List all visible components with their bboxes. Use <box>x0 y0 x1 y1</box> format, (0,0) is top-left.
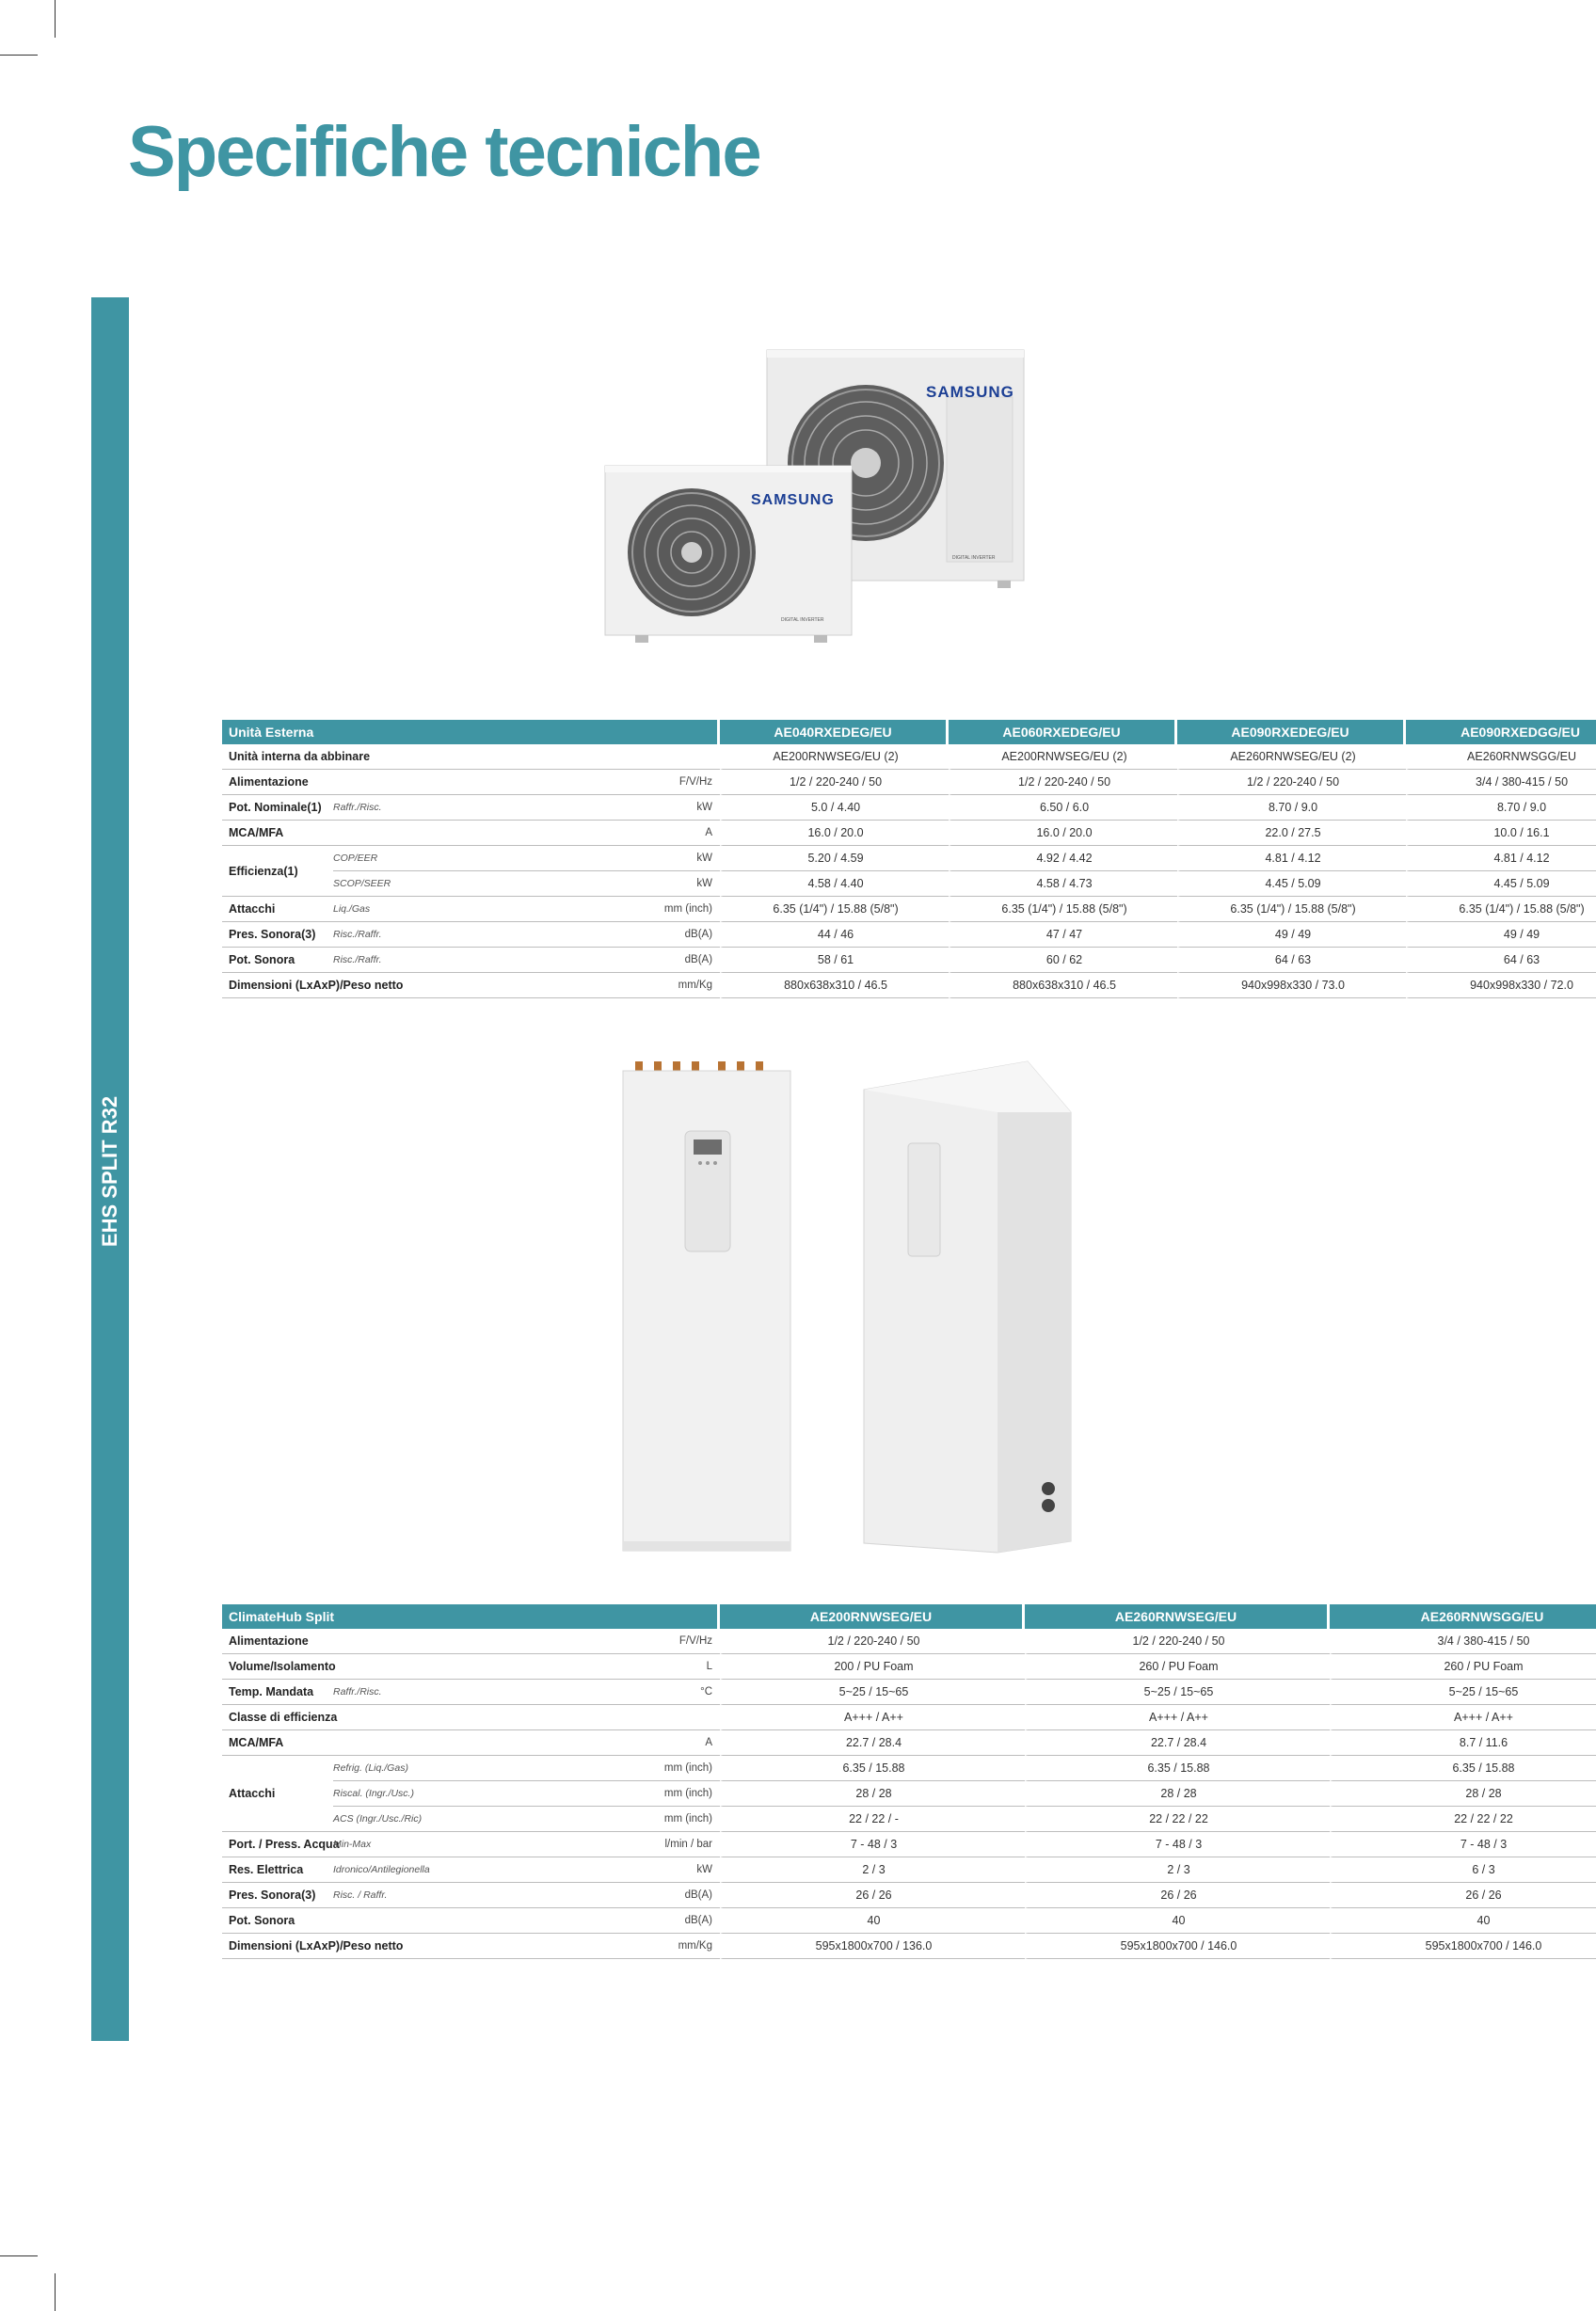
table-cell: 940x998x330 / 72.0 <box>1406 973 1596 998</box>
outdoor-table-title: Unità Esterna <box>222 720 720 744</box>
row-unit: mm (inch) <box>437 1756 720 1781</box>
row-unit: L <box>437 1654 720 1680</box>
table-cell: 4.92 / 4.42 <box>949 846 1177 871</box>
row-sublabel: COP/EER <box>333 846 437 871</box>
row-label: Pres. Sonora(3) <box>222 922 333 948</box>
model-header: AE060RXEDEG/EU <box>949 720 1177 744</box>
outdoor-spec-table <box>222 720 1596 998</box>
table-cell: 22.0 / 27.5 <box>1177 821 1406 846</box>
model-header: AE090RXEDGG/EU <box>1406 720 1596 744</box>
table-cell: 22 / 22 / 22 <box>1330 1807 1596 1832</box>
table-cell: 7 - 48 / 3 <box>720 1832 1025 1857</box>
inverter-tag-front: DIGITAL INVERTER <box>781 617 824 623</box>
table-cell: 40 <box>1025 1908 1330 1934</box>
row-sublabel <box>333 1730 437 1756</box>
table-cell: 8.70 / 9.0 <box>1177 795 1406 821</box>
row-unit: kW <box>437 795 720 821</box>
row-label: Pot. Sonora <box>222 1908 333 1934</box>
table-cell: 64 / 63 <box>1177 948 1406 973</box>
indoor-unit-angled <box>864 1061 1071 1553</box>
row-sublabel: Refrig. (Liq./Gas) <box>333 1756 437 1781</box>
table-cell: 6.35 / 15.88 <box>1025 1756 1330 1781</box>
outdoor-units-image <box>583 339 1045 659</box>
table-cell: 16.0 / 20.0 <box>720 821 949 846</box>
row-label: Attacchi <box>222 897 333 922</box>
table-cell: 10.0 / 16.1 <box>1406 821 1596 846</box>
row-label: Unità interna da abbinare <box>222 744 333 770</box>
table-cell: 49 / 49 <box>1177 922 1406 948</box>
table-cell: 4.58 / 4.73 <box>949 871 1177 897</box>
row-sublabel: Raffr./Risc. <box>333 1680 437 1705</box>
indoor-units-image <box>602 1044 1082 1562</box>
row-unit: dB(A) <box>437 948 720 973</box>
row-unit: kW <box>437 1857 720 1883</box>
table-cell: 26 / 26 <box>720 1883 1025 1908</box>
table-row <box>222 1654 1596 1680</box>
row-sublabel <box>333 821 437 846</box>
table-row <box>222 821 1596 846</box>
row-unit: mm/Kg <box>437 973 720 998</box>
table-cell: 200 / PU Foam <box>720 1654 1025 1680</box>
table-cell: 5~25 / 15~65 <box>1330 1680 1596 1705</box>
table-cell: 260 / PU Foam <box>1025 1654 1330 1680</box>
row-sublabel: Riscal. (Ingr./Usc.) <box>333 1781 437 1807</box>
row-unit: dB(A) <box>437 1883 720 1908</box>
row-label: Classe di efficienza <box>222 1705 333 1730</box>
table-row <box>222 1832 1596 1857</box>
crop-mark <box>55 0 56 38</box>
table-cell: AE200RNWSEG/EU (2) <box>949 744 1177 770</box>
model-header: AE260RNWSGG/EU <box>1330 1604 1596 1629</box>
table-cell: A+++ / A++ <box>1330 1705 1596 1730</box>
table-row <box>222 1705 1596 1730</box>
row-label: Pres. Sonora(3) <box>222 1883 333 1908</box>
table-cell: 64 / 63 <box>1406 948 1596 973</box>
table-row <box>222 973 1596 998</box>
row-unit: dB(A) <box>437 922 720 948</box>
table-cell: AE260RNWSGG/EU <box>1406 744 1596 770</box>
table-cell: 1/2 / 220-240 / 50 <box>1177 770 1406 795</box>
row-sublabel <box>333 1705 437 1730</box>
page-title: Specifiche tecniche <box>128 112 760 192</box>
crop-mark <box>55 2273 56 2311</box>
table-cell: 16.0 / 20.0 <box>949 821 1177 846</box>
table-cell: 28 / 28 <box>1025 1781 1330 1807</box>
table-cell: 1/2 / 220-240 / 50 <box>720 1629 1025 1654</box>
table-row <box>222 871 1596 897</box>
table-cell: 880x638x310 / 46.5 <box>720 973 949 998</box>
table-cell: 40 <box>1330 1908 1596 1934</box>
table-row <box>222 897 1596 922</box>
table-cell: 22 / 22 / - <box>720 1807 1025 1832</box>
table-cell: 6 / 3 <box>1330 1857 1596 1883</box>
indoor-spec-table <box>222 1604 1596 1959</box>
row-unit: °C <box>437 1680 720 1705</box>
table-cell: 22.7 / 28.4 <box>1025 1730 1330 1756</box>
model-header: AE040RXEDEG/EU <box>720 720 949 744</box>
table-cell: 47 / 47 <box>949 922 1177 948</box>
row-unit: mm (inch) <box>437 1807 720 1832</box>
table-row <box>222 1883 1596 1908</box>
table-cell: 4.45 / 5.09 <box>1406 871 1596 897</box>
model-header: AE260RNWSEG/EU <box>1025 1604 1330 1629</box>
table-row <box>222 1730 1596 1756</box>
table-row <box>222 1629 1596 1654</box>
crop-mark <box>0 55 38 56</box>
table-cell: A+++ / A++ <box>720 1705 1025 1730</box>
sidebar-label: EHS SPLIT R32 <box>98 1095 121 1248</box>
table-row <box>222 795 1596 821</box>
row-label: MCA/MFA <box>222 821 333 846</box>
table-row <box>222 1857 1596 1883</box>
table-cell: 49 / 49 <box>1406 922 1596 948</box>
crop-mark <box>0 2255 38 2256</box>
row-label: Efficienza(1) <box>222 846 333 897</box>
table-cell: 5~25 / 15~65 <box>1025 1680 1330 1705</box>
row-sublabel: ACS (Ingr./Usc./Ric) <box>333 1807 437 1832</box>
table-cell: 7 - 48 / 3 <box>1025 1832 1330 1857</box>
row-sublabel: Risc./Raffr. <box>333 922 437 948</box>
table-cell: A+++ / A++ <box>1025 1705 1330 1730</box>
table-row <box>222 1680 1596 1705</box>
row-sublabel <box>333 770 437 795</box>
row-unit: kW <box>437 846 720 871</box>
row-sublabel <box>333 1654 437 1680</box>
row-label: Pot. Sonora <box>222 948 333 973</box>
table-cell: 1/2 / 220-240 / 50 <box>720 770 949 795</box>
row-unit: A <box>437 821 720 846</box>
table-cell: 595x1800x700 / 136.0 <box>720 1934 1025 1959</box>
brand-logo-back: SAMSUNG <box>926 383 1014 401</box>
table-row <box>222 770 1596 795</box>
table-cell: 3/4 / 380-415 / 50 <box>1330 1629 1596 1654</box>
row-unit <box>437 1705 720 1730</box>
table-cell: 6.35 / 15.88 <box>720 1756 1025 1781</box>
table-row <box>222 1908 1596 1934</box>
inverter-tag-back: DIGITAL INVERTER <box>952 555 996 561</box>
table-cell: 6.50 / 6.0 <box>949 795 1177 821</box>
table-cell: 22 / 22 / 22 <box>1025 1807 1330 1832</box>
indoor-table-header <box>222 1604 1596 1629</box>
table-cell: 44 / 46 <box>720 922 949 948</box>
table-cell: 940x998x330 / 73.0 <box>1177 973 1406 998</box>
table-row <box>222 922 1596 948</box>
model-header: AE090RXEDEG/EU <box>1177 720 1406 744</box>
table-cell: 58 / 61 <box>720 948 949 973</box>
row-unit: mm (inch) <box>437 1781 720 1807</box>
table-cell: 5.0 / 4.40 <box>720 795 949 821</box>
table-cell: 880x638x310 / 46.5 <box>949 973 1177 998</box>
row-sublabel: SCOP/SEER <box>333 871 437 897</box>
outdoor-unit-small <box>605 466 852 643</box>
table-cell: 4.81 / 4.12 <box>1406 846 1596 871</box>
indoor-unit-front <box>623 1061 790 1551</box>
row-label: Attacchi <box>222 1756 333 1832</box>
row-unit: A <box>437 1730 720 1756</box>
table-cell: 6.35 (1/4") / 15.88 (5/8") <box>720 897 949 922</box>
table-row <box>222 948 1596 973</box>
row-label: Port. / Press. Acqua <box>222 1832 333 1857</box>
brand-logo-front: SAMSUNG <box>751 492 835 508</box>
row-unit: mm/Kg <box>437 1934 720 1959</box>
table-row <box>222 1934 1596 1959</box>
table-cell: 5.20 / 4.59 <box>720 846 949 871</box>
table-cell: 28 / 28 <box>1330 1781 1596 1807</box>
table-row <box>222 1807 1596 1832</box>
table-cell: 3/4 / 380-415 / 50 <box>1406 770 1596 795</box>
row-sublabel: Idronico/Antilegionella <box>333 1857 437 1883</box>
indoor-table-title: ClimateHub Split <box>222 1604 720 1629</box>
row-sublabel: Risc./Raffr. <box>333 948 437 973</box>
row-sublabel: Risc. / Raffr. <box>333 1883 437 1908</box>
row-label: Alimentazione <box>222 1629 333 1654</box>
row-sublabel: Raffr./Risc. <box>333 795 437 821</box>
table-cell: 4.81 / 4.12 <box>1177 846 1406 871</box>
table-cell: 6.35 (1/4") / 15.88 (5/8") <box>1406 897 1596 922</box>
table-cell: AE200RNWSEG/EU (2) <box>720 744 949 770</box>
table-cell: 26 / 26 <box>1025 1883 1330 1908</box>
table-cell: 6.35 / 15.88 <box>1330 1756 1596 1781</box>
table-cell: 28 / 28 <box>720 1781 1025 1807</box>
row-unit: F/V/Hz <box>437 1629 720 1654</box>
table-cell: 40 <box>720 1908 1025 1934</box>
table-cell: 2 / 3 <box>1025 1857 1330 1883</box>
table-cell: 6.35 (1/4") / 15.88 (5/8") <box>949 897 1177 922</box>
table-cell: 1/2 / 220-240 / 50 <box>1025 1629 1330 1654</box>
table-cell: 8.7 / 11.6 <box>1330 1730 1596 1756</box>
table-row <box>222 1781 1596 1807</box>
model-header: AE200RNWSEG/EU <box>720 1604 1025 1629</box>
row-unit <box>437 744 720 770</box>
row-label: Res. Elettrica <box>222 1857 333 1883</box>
table-cell: 260 / PU Foam <box>1330 1654 1596 1680</box>
table-cell: 1/2 / 220-240 / 50 <box>949 770 1177 795</box>
table-cell: 595x1800x700 / 146.0 <box>1025 1934 1330 1959</box>
table-cell: 8.70 / 9.0 <box>1406 795 1596 821</box>
row-unit: dB(A) <box>437 1908 720 1934</box>
row-label: Volume/Isolamento <box>222 1654 333 1680</box>
row-label: Pot. Nominale(1) <box>222 795 333 821</box>
row-label: Temp. Mandata <box>222 1680 333 1705</box>
row-unit: mm (inch) <box>437 897 720 922</box>
row-unit: l/min / bar <box>437 1832 720 1857</box>
table-cell: 4.58 / 4.40 <box>720 871 949 897</box>
table-row <box>222 846 1596 871</box>
table-row <box>222 744 1596 770</box>
table-cell: AE260RNWSEG/EU (2) <box>1177 744 1406 770</box>
table-cell: 26 / 26 <box>1330 1883 1596 1908</box>
outdoor-table-header <box>222 720 1596 744</box>
table-cell: 4.45 / 5.09 <box>1177 871 1406 897</box>
table-cell: 60 / 62 <box>949 948 1177 973</box>
table-row <box>222 1756 1596 1781</box>
table-cell: 22.7 / 28.4 <box>720 1730 1025 1756</box>
row-label: MCA/MFA <box>222 1730 333 1756</box>
table-cell: 2 / 3 <box>720 1857 1025 1883</box>
table-cell: 6.35 (1/4") / 15.88 (5/8") <box>1177 897 1406 922</box>
row-sublabel <box>333 1629 437 1654</box>
row-label: Dimensioni (LxAxP)/Peso netto <box>222 973 333 998</box>
table-cell: 7 - 48 / 3 <box>1330 1832 1596 1857</box>
row-sublabel: Liq./Gas <box>333 897 437 922</box>
row-sublabel <box>333 1908 437 1934</box>
table-cell: 595x1800x700 / 146.0 <box>1330 1934 1596 1959</box>
row-unit: kW <box>437 871 720 897</box>
row-label: Dimensioni (LxAxP)/Peso netto <box>222 1934 333 1959</box>
row-unit: F/V/Hz <box>437 770 720 795</box>
table-cell: 5~25 / 15~65 <box>720 1680 1025 1705</box>
row-label: Alimentazione <box>222 770 333 795</box>
row-sublabel: Min-Max <box>333 1832 437 1857</box>
